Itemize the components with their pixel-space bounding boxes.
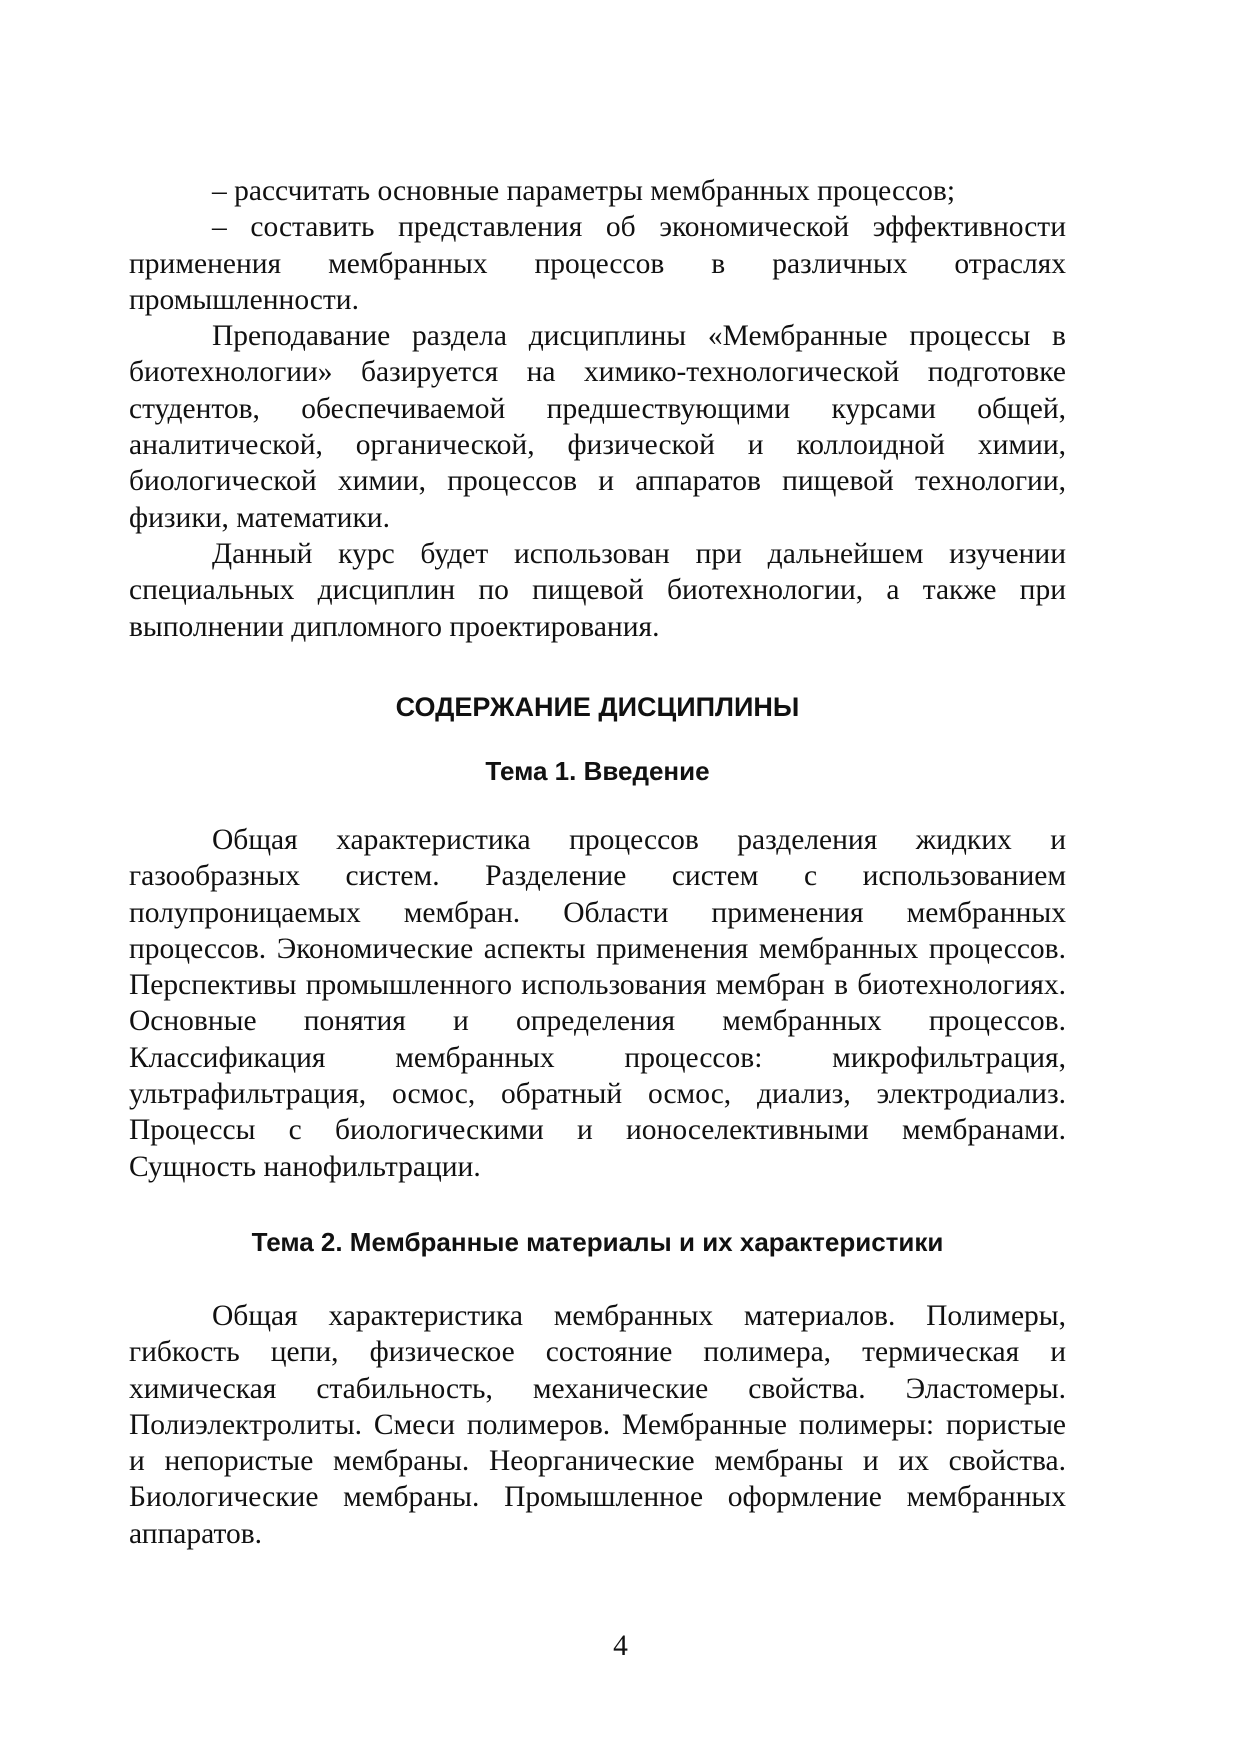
intro-paragraph-2: – составить представления об экономической эффективности применения мембранных процессов в различных отраслях промышленности. [129,211,1066,316]
topic-2-body [129,1298,1066,1552]
topic-1-paragraph: Общая характеристика процессов разделения жидких и газообразных систем. Разделение систем с использованием полупроницаемых мембран. Области применения мембранных процессов. Экономические аспекты применения мембранных процессов. Перспективы промышленного использования мембран в биотехнологиях. Основные понятия и определения мембранных процессов. Классификация мембранных процессов: микрофильтрация, ультрафильтрация, осмос, обратный осмос, диализ, электродиализ. Процессы с биологическими и ионоселективными мембранами. Сущность нанофильтрации. [129,824,1066,1183]
intro-text [129,173,1066,645]
topic-1-body [129,822,1066,1185]
page-number: 4 [613,1630,628,1662]
intro-paragraph-1: – рассчитать основные параметры мембранных процессов; [212,175,956,207]
section-title: СОДЕРЖАНИЕ ДИСЦИПЛИНЫ [395,692,800,722]
topic-1-title: Тема 1. Введение [485,756,710,786]
topic-2-title: Тема 2. Мембранные материалы и их характеристики [251,1227,944,1257]
intro-paragraph-4: Данный курс будет использован при дальнейшем изучении специальных дисциплин по пищевой биотехнологии, а также при выполнении дипломного проектирования. [129,537,1066,643]
topic-2-paragraph: Общая характеристика мембранных материалов. Полимеры, гибкость цепи, физическое состояние полимера, термическая и химическая стабильность, механические свойства. Эластомеры. Полиэлектролиты. Смеси полимеров. Мембранные полимеры: пористые и непористые мембраны. Неорганические мембраны и их свойства. Биологические мембраны. Промышленное оформление мембранных аппаратов. [129,1300,1066,1550]
intro-paragraph-3: Преподавание раздела дисциплины «Мембранные процессы в биотехнологии» базируется на химико-технологической подготовке студентов, обеспечиваемой предшествующими курсами общей, аналитической, органической, физической и коллоидной химии, биологической химии, процессов и аппаратов пищевой технологии, физики, математики. [129,320,1066,534]
